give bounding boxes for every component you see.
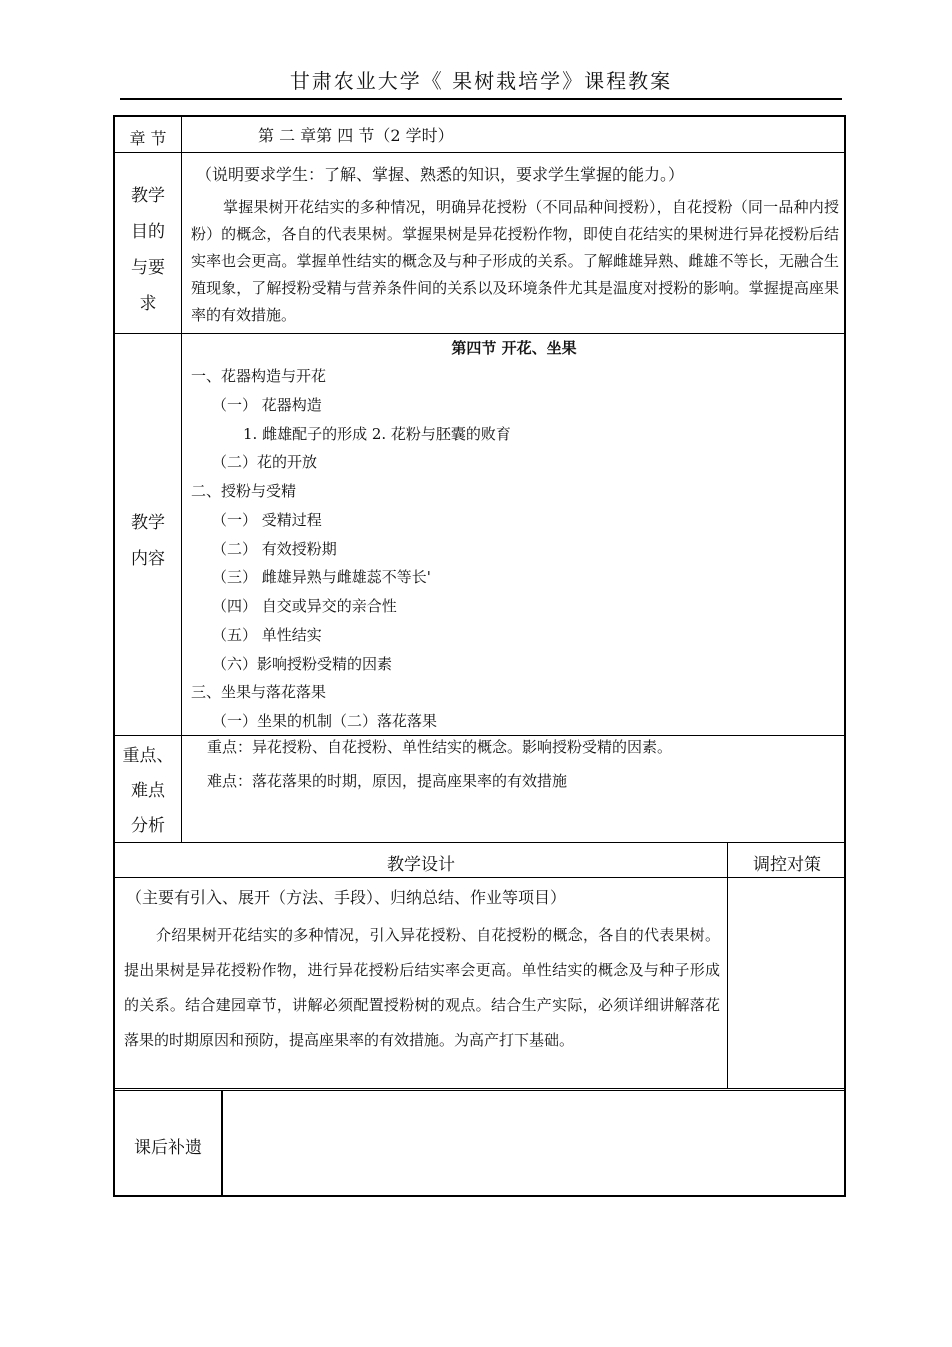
key-points-label	[115, 739, 181, 844]
row-divider	[115, 735, 846, 736]
content-line: 三、坐果与落花落果	[191, 683, 327, 701]
row-divider	[115, 1088, 846, 1089]
control-column-divider	[727, 842, 728, 1088]
label-line: 重点、	[122, 746, 174, 766]
label-line: 分析	[131, 816, 165, 836]
row-divider	[115, 152, 846, 153]
key-points-difficulty: 难点：落花落果的时期，原因，提高座果率的有效措施	[207, 772, 568, 790]
chapter-label: 章 节	[129, 129, 167, 148]
label-line: 与要	[131, 258, 165, 278]
label-line: 求	[139, 294, 157, 314]
objectives-body: 掌握果树开花结实的多种情况，明确异花授粉（不同品种间授粉），自花授粉（同一品种内授粉）的概念，各自的代表果树。掌握果树是异花授粉作物，即使自花结实的果树进行异花授粉后结实率也会更高。掌握单性结实的概念及与种子形成的关系。了解雌雄异熟、雌雄不等长，无融合生殖现象，了解授粉受精与营养条件间的关系以及环境条件尤其是温度对授粉的影响。掌握提高座果率的有效措施。	[191, 198, 839, 324]
label-line: 教学	[131, 513, 165, 533]
supplement-content	[223, 1091, 845, 1195]
chapter-value: 第 二 章第 四 节（2 学时）	[258, 126, 454, 145]
page-title: 甘肃农业大学《 果树栽培学》课程教案	[289, 69, 673, 93]
label-line: 目的	[131, 222, 165, 242]
content-line: 二、授粉与受精	[191, 482, 297, 500]
control-header: 调控对策	[753, 855, 821, 875]
content-line: （三） 雌雄异熟与雌雄蕊不等长'	[212, 568, 431, 586]
content-line: （一）坐果的机制（二）落花落果	[212, 712, 438, 730]
content-line: （五） 单性结实	[212, 626, 322, 644]
row-divider	[115, 333, 846, 334]
row-divider	[115, 877, 846, 878]
content-line: （四） 自交或异交的亲合性	[212, 597, 397, 615]
objectives-note: （说明要求学生：了解、掌握、熟悉的知识，要求学生掌握的能力。）	[196, 165, 685, 184]
design-header: 教学设计	[387, 855, 455, 875]
content-line: （一） 花器构造	[212, 396, 322, 414]
objectives-label	[115, 178, 181, 322]
row-divider	[115, 842, 846, 843]
label-line: 难点	[131, 781, 165, 801]
design-note: （主要有引入、展开（方法、手段）、归纳总结、作业等项目）	[126, 888, 567, 907]
label-column-divider	[181, 117, 182, 842]
content-line: （二）花的开放	[212, 453, 318, 471]
label-line: 内容	[131, 549, 165, 569]
content-section-title: 第四节 开花、坐果	[451, 339, 577, 357]
key-points-emphasis: 重点：异花授粉、自花授粉、单性结实的概念。影响授粉受精的因素。	[207, 738, 673, 756]
content-line: （六）影响授粉受精的因素	[212, 655, 393, 673]
content-line: 1. 雌雄配子的形成 2. 花粉与胚囊的败育	[243, 425, 511, 443]
design-body: 介绍果树开花结实的多种情况，引入异花授粉、自花授粉的概念，各自的代表果树。提出果树是异花授粉作物，进行异花授粉后结实率会更高。单性结实的概念及与种子形成的关系。结合建园章节，讲解必须配置授粉树的观点。结合生产实际，必须详细讲解落花落果的时期原因和预防，提高座果率的有效措施。为高产打下基础。	[124, 926, 720, 1049]
content-label	[115, 505, 181, 577]
supplement-label: 课后补遗	[134, 1138, 202, 1158]
title-rule	[120, 98, 842, 100]
content-line: （二） 有效授粉期	[212, 540, 337, 558]
content-line: 一、花器构造与开花	[191, 367, 327, 385]
label-line: 教学	[131, 186, 165, 206]
content-line: （一） 受精过程	[212, 511, 322, 529]
